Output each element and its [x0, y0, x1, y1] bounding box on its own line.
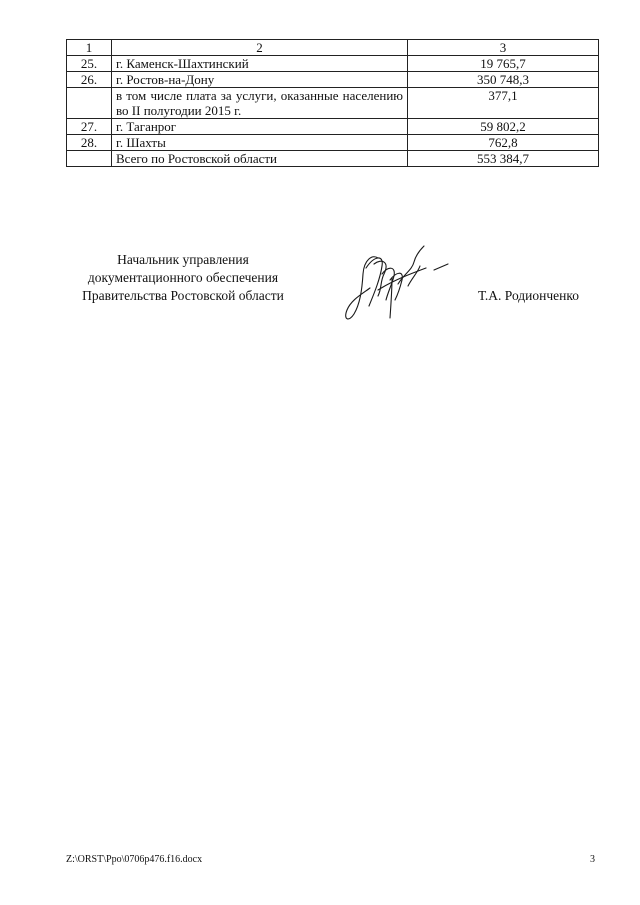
row-value: 377,1: [408, 88, 599, 119]
page-number: 3: [590, 854, 595, 865]
row-value: 553 384,7: [408, 151, 599, 167]
header-cell-2: 2: [112, 40, 408, 56]
row-value: 59 802,2: [408, 119, 599, 135]
row-number: [67, 151, 112, 167]
row-number: 28.: [67, 135, 112, 151]
signatory-title-line: Правительства Ростовской области: [82, 288, 284, 303]
table-row: [67, 88, 599, 119]
handwritten-signature: [338, 240, 458, 332]
row-value: 19 765,7: [408, 56, 599, 72]
row-name: г. Таганрог: [112, 119, 408, 135]
row-name: г. Каменск-Шахтинский: [112, 56, 408, 72]
signatory-title-line: документационного обеспечения: [87, 270, 279, 285]
signatory-title: [58, 251, 308, 305]
table-row: [67, 135, 599, 151]
table-row: [67, 119, 599, 135]
row-number: [67, 88, 112, 119]
row-number: 25.: [67, 56, 112, 72]
table-row-total: [67, 151, 599, 167]
table-row: [67, 56, 599, 72]
signer-name: Т.А. Родионченко: [478, 288, 579, 303]
row-name: г. Шахты: [112, 135, 408, 151]
row-number: 27.: [67, 119, 112, 135]
row-name: в том числе плата за услуги, оказанные населению во II полугодии 2015 г.: [112, 88, 408, 119]
header-cell-3: 3: [408, 40, 599, 56]
data-table: [66, 39, 599, 167]
row-name: г. Ростов-на-Дону: [112, 72, 408, 88]
table-header-row: [67, 40, 599, 56]
header-cell-1: 1: [67, 40, 112, 56]
row-number: 26.: [67, 72, 112, 88]
row-value: 762,8: [408, 135, 599, 151]
footer-file-path: Z:\ORST\Ppo\0706p476.f16.docx: [66, 854, 203, 865]
row-value: 350 748,3: [408, 72, 599, 88]
signatory-title-line: Начальник управления: [117, 252, 249, 267]
table-row: [67, 72, 599, 88]
row-name: Всего по Ростовской области: [112, 151, 408, 167]
